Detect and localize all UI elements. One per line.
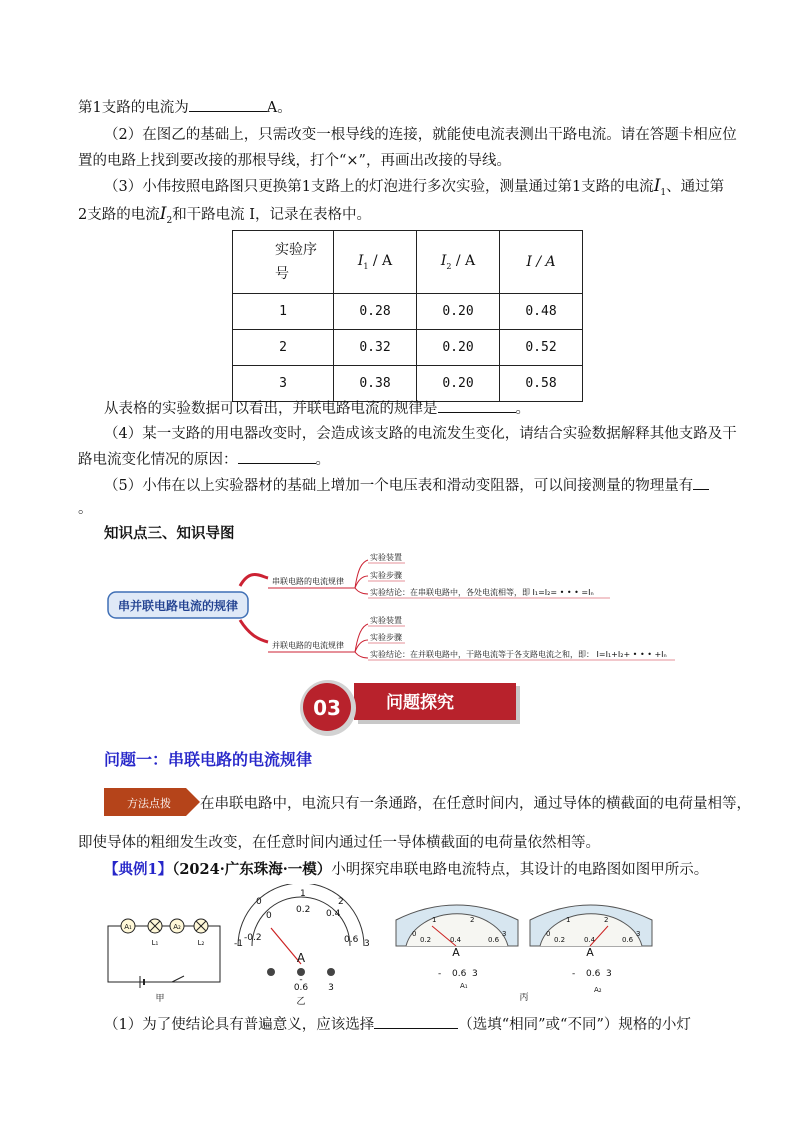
method-label: 方法点拨 [127, 797, 171, 810]
svg-text:A: A [452, 946, 460, 959]
svg-text:3: 3 [328, 983, 334, 993]
header-trial: 实验序 号 [233, 231, 334, 294]
conclusion-blank[interactable] [438, 398, 516, 413]
q1-text: 第1支路的电流为 [78, 100, 189, 116]
figure-meters-bing [392, 896, 656, 1006]
header-i: I / A [500, 231, 583, 294]
q5-end: 。 [78, 501, 93, 517]
svg-text:0.6: 0.6 [293, 983, 309, 993]
q1-answer-line [78, 97, 292, 118]
header-i2: $I_2$ / A [417, 231, 500, 294]
svg-text:3: 3 [364, 939, 370, 949]
svg-text:-: - [299, 975, 303, 985]
svg-text:0.4: 0.4 [326, 909, 341, 919]
svg-text:3: 3 [472, 969, 478, 979]
svg-text:A₂: A₂ [173, 923, 181, 931]
q5-line: （5）小伟在以上实验器材的基础上增加一个电压表和滑动变阻器，可以间接测量的物理量有 [104, 475, 709, 496]
i1-symbol: I [653, 176, 661, 196]
q1-unit: A。 [266, 100, 292, 116]
svg-text:A: A [586, 946, 594, 959]
knowledge-mindmap [100, 548, 680, 664]
svg-text:L₁: L₁ [151, 939, 159, 947]
q4-line2: 路电流变化情况的原因： 。 [78, 449, 330, 470]
ammeter-a2-symbol [170, 919, 184, 933]
ammeter-a1-symbol [121, 919, 135, 933]
svg-text:-: - [438, 969, 442, 979]
i1-sub: 1 [660, 187, 667, 198]
svg-text:0: 0 [256, 897, 262, 907]
q3b-end: 和干路电流 I，记录在表格中。 [172, 207, 372, 223]
svg-text:0: 0 [412, 930, 417, 938]
svg-text:-1: -1 [234, 939, 243, 949]
q4-blank[interactable] [238, 449, 316, 464]
svg-text:实验装置: 实验装置 [370, 616, 402, 625]
banner-title: 问题探究 [386, 693, 454, 713]
q2-line1: （2）在图乙的基础上，只需改变一根导线的连接，就能使电流表测出干路电流。请在答题卡相应位 [104, 127, 737, 143]
method-arrow [104, 784, 204, 820]
svg-text:1: 1 [432, 916, 437, 924]
svg-text:0.6: 0.6 [452, 969, 467, 979]
svg-text:实验结论：在串联电路中，各处电流相等，即 I₁=I₂= •: 实验结论：在串联电路中，各处电流相等，即 I₁=I₂= • • • =Iₙ [370, 588, 594, 597]
svg-text:实验步骤: 实验步骤 [370, 633, 402, 642]
q4-line1: （4）某一支路的用电器改变时，会造成该支路的电流发生变化，请结合实验数据解释其他支路及干 [104, 426, 737, 442]
svg-text:0: 0 [266, 911, 272, 921]
svg-text:0.2: 0.2 [420, 936, 432, 944]
label-jia: 甲 [155, 994, 165, 1004]
svg-text:0.2: 0.2 [296, 905, 311, 915]
svg-text:A: A [296, 951, 306, 965]
method-text-line2: 即使导体的粗细发生改变，在任意时间内通过任一导体横截面的电荷量依然相等。 [78, 835, 600, 851]
data-table [232, 230, 583, 402]
figure-circuit-jia [100, 900, 230, 1004]
meter-a2 [530, 905, 652, 994]
question1-blank[interactable] [374, 1014, 458, 1029]
svg-text:0: 0 [546, 930, 551, 938]
svg-text:0.4: 0.4 [584, 936, 596, 944]
label-bing: 丙 [519, 993, 529, 1003]
table-header-row [233, 231, 583, 294]
table-row: 1 0.28 0.20 0.48 [233, 294, 583, 330]
svg-text:1: 1 [566, 916, 571, 924]
q3-end: 、通过第 [666, 179, 725, 195]
svg-text:0.4: 0.4 [450, 936, 462, 944]
method-text-line1: 在串联电路中，电流只有一条通路，在任意时间内，通过导体的横截面的电荷量相等， [200, 796, 751, 812]
example-source: （2024·广东珠海·一模） [172, 861, 332, 878]
svg-text:0.6: 0.6 [622, 936, 634, 944]
svg-text:L₂: L₂ [197, 939, 205, 947]
svg-text:0.6: 0.6 [586, 969, 601, 979]
q3-text: （3）小伟按照电路图只更换第1支路上的灯泡进行多次实验，测量通过第1支路的电流 [104, 179, 654, 195]
svg-text:A₂: A₂ [594, 986, 602, 994]
svg-text:1: 1 [300, 889, 306, 899]
svg-text:A₁: A₁ [460, 982, 468, 990]
i2-sub: 2 [166, 215, 173, 226]
label-yi: 乙 [296, 997, 306, 1007]
example-tag: 【典例1】 [104, 861, 173, 878]
banner-number: 03 [313, 696, 341, 720]
figure-meter-yi [226, 884, 376, 1008]
q3b-pre: 2支路的电流 [78, 207, 160, 223]
i2-symbol: I [159, 204, 167, 224]
conclusion-line: 从表格的实验数据可以看出，并联电路电流的规律是 。 [104, 398, 530, 419]
svg-text:A₁: A₁ [124, 923, 132, 931]
svg-text:2: 2 [604, 916, 609, 924]
q3-line2 [78, 204, 371, 231]
svg-text:3: 3 [502, 930, 507, 938]
svg-text:2: 2 [470, 916, 475, 924]
q1-blank[interactable] [189, 97, 267, 112]
svg-text:-: - [572, 969, 576, 979]
svg-text:0.6: 0.6 [488, 936, 500, 944]
q5-blank[interactable] [693, 475, 709, 490]
svg-text:0.6: 0.6 [344, 935, 359, 945]
svg-text:-0.2: -0.2 [244, 933, 262, 943]
svg-text:0.2: 0.2 [554, 936, 566, 944]
problem1-title: 问题一：串联电路的电流规律 [104, 750, 313, 769]
example-line [104, 860, 708, 880]
mindmap-main-label: 串并联电路电流的规律 [117, 599, 239, 613]
svg-text:实验结论：在并联电路中，干路电流等于各支路电流之和，即： I: 实验结论：在并联电路中，干路电流等于各支路电流之和，即： I=I₁+I₂+ • • • +Iₙ [370, 650, 667, 659]
section-banner [298, 680, 528, 740]
svg-text:实验装置: 实验装置 [370, 553, 402, 562]
lamp-l2-symbol [194, 919, 208, 947]
mindmap-series-label: 串联电路的电流规律 [272, 577, 344, 586]
example-text: 小明探究串联电路电流特点，其设计的电路图如图甲所示。 [331, 862, 709, 878]
section-knowledge-map: 知识点三、知识导图 [104, 526, 235, 542]
meter-a1 [396, 905, 518, 990]
mindmap-parallel-label: 并联电路的电流规律 [272, 641, 344, 650]
svg-text:3: 3 [636, 930, 641, 938]
q3-line1 [104, 176, 724, 203]
question1-line: （1）为了使结论具有普遍意义，应该选择 （选填“相同”或“不同”）规格的小灯 [104, 1014, 691, 1035]
svg-text:3: 3 [606, 969, 612, 979]
q2-line2: 置的电路上找到要改接的那根导线，打个“×”，再画出改接的导线。 [78, 153, 511, 169]
table-row: 3 0.38 0.20 0.58 [233, 366, 583, 402]
lamp-l1-symbol [148, 919, 162, 947]
svg-text:实验步骤: 实验步骤 [370, 571, 402, 580]
svg-text:2: 2 [338, 897, 344, 907]
header-i1: $I_1$ / A [334, 231, 417, 294]
table-row: 2 0.32 0.20 0.52 [233, 330, 583, 366]
